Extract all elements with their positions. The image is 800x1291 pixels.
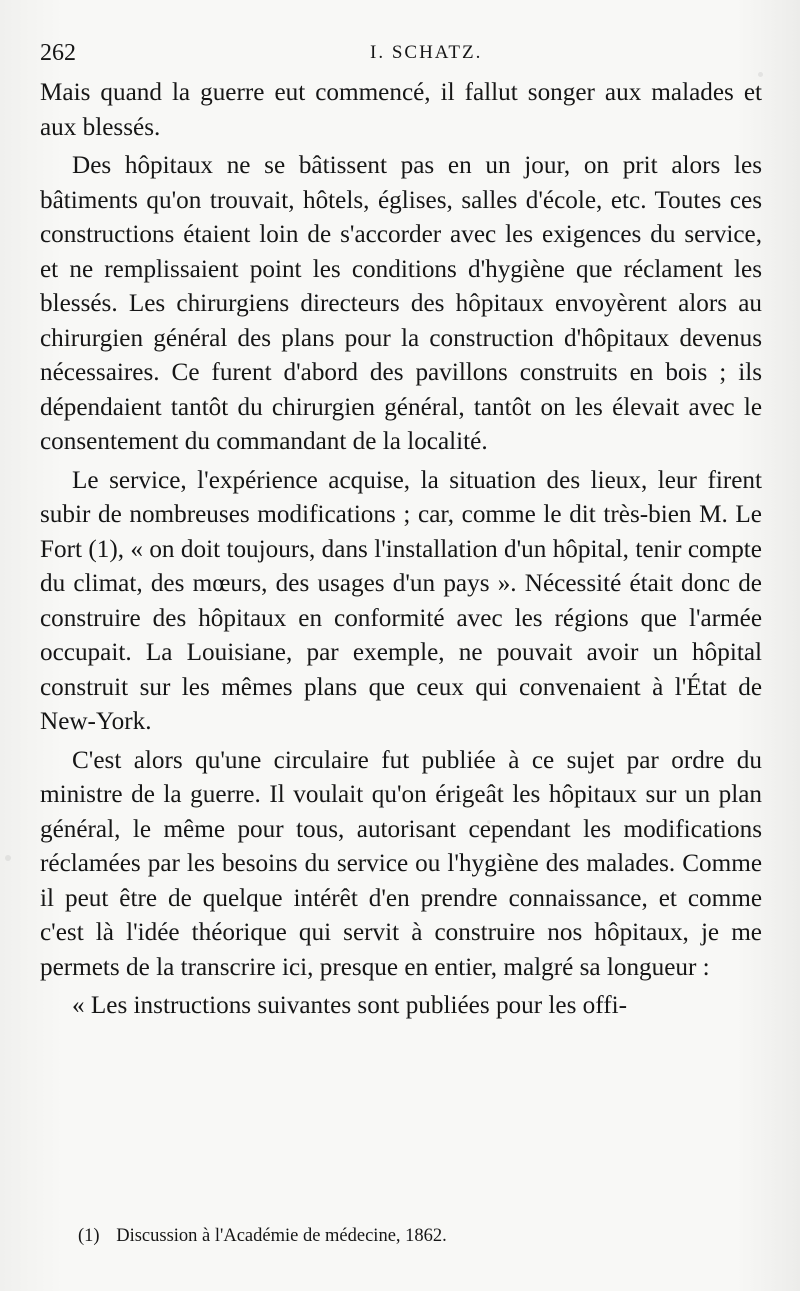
paragraph-3: Le service, l'expérience acquise, la situation des lieux, leur firent subir de nombreuses modifications ; car, comme le dit très-bien M. Le Fort (1), « on doit toujours, dans l'installation d'un hôpital, tenir compte du climat, des mœurs, des usages d'un pays ». Nécessité était donc de construire des hôpitaux en conformité avec les régions que l'armée occupait. La Louisiane, par exemple, ne pouvait avoir un hôpital construit sur les mêmes plans que ceux qui convenaient à l'État de New-York. [40,466,762,735]
page-number: 262 [40,40,76,66]
paper-speck [5,855,11,861]
footnote [78,1224,758,1248]
footnote-text: Discussion à l'Académie de médecine, 1862. [116,1226,447,1246]
paragraph-4: C'est alors qu'une circulaire fut publiée à ce sujet par ordre du ministre de la guerre. Il voulait qu'on érigeât les hôpitaux sur un plan général, le même pour tous, autorisant cependant les modifications réclamées par les besoins du service ou l'hygiène des malades. Comme il peut être de quelque intérêt d'en prendre connaissance, et comme c'est là l'idée théorique qui servit à construire nos hôpitaux, je me permets de la transcrire ici, presque en entier, malgré sa longueur : [40,746,762,981]
paragraph-2: Des hôpitaux ne se bâtissent pas en un jour, on prit alors les bâtiments qu'on trouvait, hôtels, églises, salles d'école, etc. Toutes ces constructions étaient loin de s'accorder avec les exigences du service, et ne remplissaient point les conditions d'hygiène que réclament les blessés. Les chirurgiens directeurs des hôpitaux envoyèrent alors au chirurgien général des plans pour la construction d'hôpitaux devenus nécessaires. Ce furent d'abord des pavillons construits en bois ; ils dépendaient tantôt du chirurgien général, tantôt on les élevait avec le consentement du commandant de la localité. [40,152,762,455]
paragraph-5: « Les instructions suivantes sont publiées pour les offi- [72,992,627,1019]
page-header [40,40,760,70]
running-head: I. SCHATZ. [370,42,483,63]
body-text [40,76,762,1024]
paragraph-1: Mais quand la guerre eut commencé, il fallut songer aux malades et aux blessés. [40,79,762,141]
footnote-marker: (1) [78,1226,100,1246]
